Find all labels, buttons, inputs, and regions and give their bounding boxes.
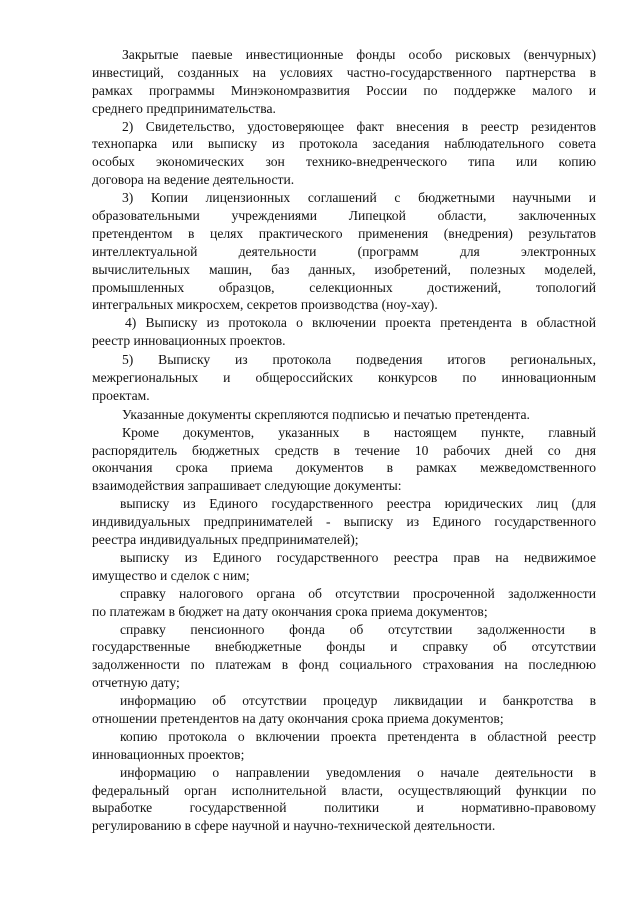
paragraph-protocol-copy [92, 728, 596, 764]
document-body [92, 46, 596, 835]
text-line: особых экономических зон технико-внедренческого типа или копию [92, 154, 596, 170]
text-line: распорядитель бюджетных средств в течение 10 рабочих дней со дня [92, 442, 596, 458]
text-line: справку налогового органа об отсутствии просроченной задолженности [120, 585, 596, 601]
text-line: реестра индивидуальных предпринимателей); [92, 532, 359, 548]
text-line: договора на ведение деятельности. [92, 172, 295, 188]
paragraph-item-3 [92, 189, 596, 314]
text-line: индивидуальных предпринимателей - выписку из Единого государственного [92, 514, 596, 530]
text-line: Указанные документы скрепляются подписью и печатью претендента. [122, 406, 530, 422]
text-line: отчетную дату; [92, 675, 180, 691]
text-line: регулированию в сфере научной и научно-технической деятельности. [92, 818, 496, 834]
text-line: по платежам в бюджет на дату окончания срока приема документов; [92, 603, 488, 619]
paragraph-tax-certificate [92, 585, 596, 621]
text-line: федеральный орган исполнительной власти, осуществляющий функции по [92, 782, 596, 798]
text-line: 5) Выписку из протокола подведения итогов региональных, [122, 352, 596, 368]
paragraph-egrul [92, 495, 596, 549]
text-line: копию протокола о включении проекта претендента в областной реестр [120, 728, 596, 744]
text-line: интегральных микросхем, секретов производства (ноу-хау). [92, 297, 438, 313]
text-line: вычислительных машин, баз данных, изобретений, полезных моделей, [92, 261, 596, 277]
text-line: образовательными учреждениями Липецкой области, заключенных [92, 208, 596, 224]
text-line: 2) Свидетельство, удостоверяющее факт внесения в реестр резидентов [122, 118, 596, 134]
paragraph-pension-certificate [92, 621, 596, 693]
paragraph-signature-note [92, 406, 596, 424]
text-line: рамках программы Минэкономразвития России по поддержке малого и [92, 82, 596, 98]
text-line: инновационных проектов; [92, 746, 245, 762]
text-line: имущество и сделок с ним; [92, 567, 250, 583]
text-line: инвестиций, созданных на условиях частно-государственного партнерства в [92, 64, 596, 80]
paragraph-item-5 [92, 351, 596, 405]
text-line: взаимодействия запрашивает следующие документы: [92, 478, 402, 494]
paragraph-item-2 [92, 118, 596, 190]
paragraph-liquidation-info [92, 692, 596, 728]
text-line: среднего предпринимательства. [92, 100, 276, 116]
text-line: реестр инновационных проектов. [92, 333, 286, 349]
text-line: выписку из Единого государственного реестра прав на недвижимое [120, 549, 596, 565]
paragraph-notification-info [92, 764, 596, 836]
text-line: задолженности по платежам в фонд социального страхования на последнюю [92, 657, 596, 673]
text-line: справку пенсионного фонда об отсутствии задолженности в [120, 621, 596, 637]
text-line: информацию о направлении уведомления о начале деятельности в [120, 764, 596, 780]
paragraph-egrn [92, 549, 596, 585]
text-line: отношении претендентов на дату окончания срока приема документов; [92, 710, 504, 726]
text-line: Закрытые паевые инвестиционные фонды особо рисковых (венчурных) [122, 47, 596, 62]
text-line: выработке государственной политики и нормативно-правовому [92, 800, 596, 816]
text-line: межрегиональных и общероссийских конкурсов по инновационным [92, 370, 596, 386]
text-line: выписку из Единого государственного реестра юридических лиц (для [120, 496, 596, 512]
text-line: технопарка или выписку из протокола заседания наблюдательного совета [92, 136, 596, 152]
paragraph-item-4 [92, 314, 596, 350]
text-line: 3) Копии лицензионных соглашений с бюджетными научными и [122, 190, 596, 206]
text-line: Кроме документов, указанных в настоящем пункте, главный [122, 424, 596, 440]
text-line: государственные внебюджетные фонды и справку об отсутствии [92, 639, 596, 655]
text-line: проектам. [92, 387, 150, 403]
text-line: 4) Выписку из протокола о включении проекта претендента в областной [125, 315, 596, 331]
paragraph-interagency-request [92, 424, 596, 496]
text-line: претендентом в целях практического применения (внедрения) результатов [92, 225, 596, 241]
text-line: информацию об отсутствии процедур ликвидации и банкротства в [120, 693, 596, 709]
text-line: интеллектуальной деятельности (программ для электронных [92, 243, 596, 259]
paragraph-venture-funds [92, 46, 596, 118]
text-line: промышленных образцов, селекционных достижений, топологий [92, 279, 596, 295]
text-line: окончания срока приема документов в рамках межведомственного [92, 460, 596, 476]
